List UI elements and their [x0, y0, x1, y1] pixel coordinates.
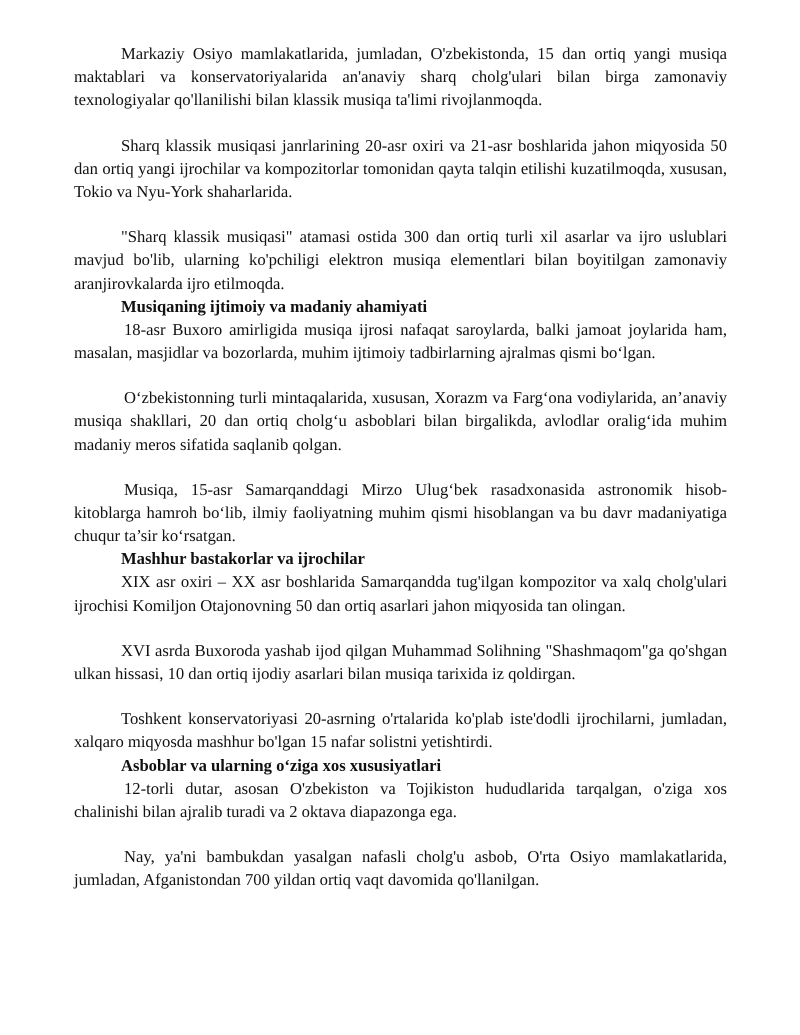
section-heading-composers: Mashhur bastakorlar va ijrochilar	[121, 549, 365, 569]
paragraph-composers-3: Toshkent konservatoriyasi 20-asrning o'rtalarida ko'plab iste'dodli ijrochilarni, jumladan, xalqaro miqyosda mashhur bo'lgan 15 nafar solistni yetishtirdi.	[74, 709, 727, 752]
paragraph-instruments-1: 12-torli dutar, asosan O'zbekiston va Tojikiston hududlarida tarqalgan, o'ziga xos chalinishi bilan ajralib turadi va 2 oktava diapazonga ega.	[74, 778, 727, 821]
paragraph-social-2: O‘zbekistonning turli mintaqalarida, xususan, Xorazm va Farg‘ona vodiylarida, an’anaviy musiqa shakllari, 20 dan ortiq cholg‘u asboblari bilan birgalikda, avlodlar oralig‘ida muhim madaniy meros sifatida saqlanib qolgan.	[74, 388, 727, 454]
paragraph-composers-1: XIX asr oxiri – XX asr boshlarida Samarqandda tug'ilgan kompozitor va xalq cholg'ulari ijrochisi Komiljon Otajonovning 50 dan ortiq asarlari jahon miqyosida tan olingan.	[74, 572, 727, 615]
section-heading-social-cultural: Musiqaning ijtimoiy va madaniy ahamiyati	[121, 296, 428, 316]
paragraph-instruments-2: Nay, ya'ni bambukdan yasalgan nafasli cholg'u asbob, O'rta Osiyo mamlakatlarida, jumladan, Afganistondan 700 yildan ortiq vaqt davomida qo'llanilgan.	[74, 847, 727, 890]
paragraph-social-3: Musiqa, 15-asr Samarqanddagi Mirzo Ulug‘bek rasadxonasida astronomik hisob-kitoblarga hamroh bo‘lib, ilmiy faoliyatning muhim qismi hisoblangan va bu davr madaniyatiga chuqur ta’sir ko‘rsatgan.	[74, 479, 727, 546]
paragraph-intro-1: Markaziy Osiyo mamlakatlarida, jumladan, O'zbekistonda, 15 dan ortiq yangi musiqa maktablari va konservatoriyalarida an'anaviy sharq cholg'ulari bilan birga zamonaviy texnologiyalar qo'llanilishi bilan klassik musiqa ta'limi rivojlanmoqda.	[74, 44, 727, 110]
paragraph-social-1: 18-asr Buxoro amirligida musiqa ijrosi nafaqat saroylarda, balki jamoat joylarida ham, masalan, masjidlar va bozorlarda, muhim ijtimoiy tadbirlarning ajralmas qismi bo‘lgan.	[74, 319, 727, 363]
section-heading-instruments: Asboblar va ularning o‘ziga xos xususiyatlari	[121, 755, 442, 775]
paragraph-intro-3: "Sharq klassik musiqasi" atamasi ostida 300 dan ortiq turli xil asarlar va ijro uslublari mavjud bo'lib, ularning ko'pchiligi elektron musiqa elementlari bilan boyitilgan zamonaviy aranjirovkalarda ijro etilmoqda.	[74, 227, 727, 293]
paragraph-intro-2: Sharq klassik musiqasi janrlarining 20-asr oxiri va 21-asr boshlarida jahon miqyosida 50 dan ortiq yangi ijrochilar va kompozitorlar tomonidan qayta talqin etilishi kuzatilmoqda, xususan, Tokio va Nyu-York shaharlarida.	[74, 135, 727, 202]
paragraph-composers-2: XVI asrda Buxoroda yashab ijod qilgan Muhammad Solihning "Shashmaqom"ga qo'shgan ulkan hissasi, 10 dan ortiq ijodiy asarlari bilan musiqa tarixida iz qoldirgan.	[74, 640, 727, 684]
